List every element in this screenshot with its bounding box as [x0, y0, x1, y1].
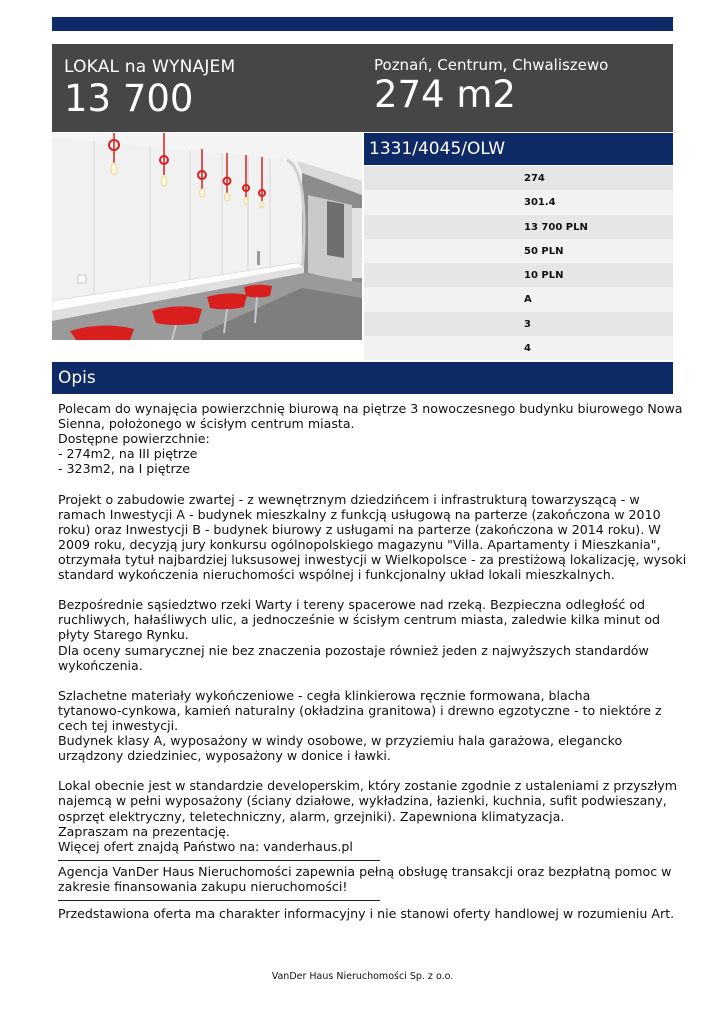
description-line: Budynek klasy A, wyposażony w windy osobowe, w przyziemiu hala garażowa, elegancko [58, 733, 623, 749]
param-value: 3 [524, 318, 531, 330]
description-line: Zapraszam na prezentację. [58, 823, 230, 839]
description-line: otrzymała tytuł najbardziej luksusowej inwestycji w Wielkopolsce - za prestiżową lokalizację, wysoki [58, 551, 687, 567]
description-line: standard wykończenia nieruchomości wspólnej i funkcjonalny układ lokali mieszkalnych. [58, 567, 615, 583]
offer-price: 13 700 [64, 77, 194, 120]
param-row [364, 312, 673, 336]
description-line: cech tej inwestycji. [58, 717, 179, 733]
separator-rule [58, 860, 380, 861]
offer-area: 274 m2 [374, 73, 516, 116]
paragraph-gap [58, 476, 670, 491]
offer-id: 1331/4045/OLW [369, 139, 506, 159]
param-value: 274 [524, 173, 545, 184]
section-title: Opis [58, 368, 96, 388]
description-line: ramach Inwestycji A - budynek mieszkalny z funkcją usługową na parterze (zakończona w 2010 [58, 506, 661, 522]
description-line: Agencja VanDer Haus Nieruchomości zapewnia pełną obsługę transakcji oraz bezpłatną pomoc w [58, 863, 672, 879]
description-line: najemcą w pełni wyposażony (ściany działowe, wykładzina, łazienki, kuchnia, sufit podwieszany, [58, 793, 667, 809]
description-section-header [52, 362, 673, 394]
footer-company-name: VanDer Haus Nieruchomości Sp. z o.o. [271, 971, 454, 982]
param-value: 301.4 [524, 197, 556, 209]
paragraph-gap [58, 673, 670, 688]
description-line: urządzony dziedziniec, wyposażony w donice i ławki. [58, 748, 391, 764]
description-line: Dostępne powierzchnie: [58, 431, 210, 447]
description-line: Sienna, położonego w ścisłym centrum miasta. [58, 416, 355, 432]
param-row [364, 287, 673, 311]
description-line: Więcej ofert znajdą Państwo na: vanderhaus.pl [58, 838, 353, 854]
param-row [364, 263, 673, 287]
description-line: zakresie finansowania zakupu nieruchomości! [58, 878, 348, 894]
description-line: 2009 roku, decyzją jury konkursu ogólnopolskiego magazynu "Villa. Apartamenty i Mieszkania", [58, 536, 661, 552]
description-line: płyty Starego Rynku. [58, 627, 189, 643]
description-line: Przedstawiona oferta ma charakter informacyjny i nie stanowi oferty handlowej w rozumieniu Art. [58, 906, 675, 921]
offer-location: Poznań, Centrum, Chwaliszewo [374, 56, 609, 74]
description-line: Bezpośrednie sąsiedztwo rzeki Warty i tereny spacerowe nad rzeką. Bezpieczna odległość od [58, 597, 646, 613]
param-row [364, 336, 673, 360]
param-row [364, 239, 673, 263]
description-line: roku) oraz Inwestycji B - budynek biurowy z usługami na parterze (zakończona w 2014 roku). W [58, 521, 661, 537]
param-row [364, 215, 673, 239]
separator-rule [58, 900, 380, 901]
description-line: - 274m2, na III piętrze [58, 446, 198, 462]
description-line: Szlachetne materiały wykończeniowe - cegła klinkierowa ręcznie formowana, blacha [58, 687, 591, 703]
office-kitchen-photo-graphic [52, 133, 362, 340]
param-value: 10 PLN [524, 270, 564, 282]
offer-type-label: LOKAL na WYNAJEM [64, 57, 236, 77]
description-line: osprzęt elektryczny, teletechniczny, alarm, grzejniki). Zapewniona klimatyzacja. [58, 808, 565, 824]
param-row [364, 190, 673, 214]
param-value: 50 PLN [524, 245, 564, 257]
description-body [58, 401, 687, 921]
offer-parameters-table [364, 166, 673, 360]
param-row [364, 166, 673, 190]
description-line: Projekt o zabudowie zwartej - z wewnętrznym dziedzińcem i infrastrukturą towarzyszącą - w [58, 491, 640, 507]
paragraph-gap [58, 582, 670, 597]
description-line: Polecam do wynajęcia powierzchnię biurową na piętrze 3 nowoczesnego budynku biurowego Nowa [58, 401, 683, 416]
description-line: - 323m2, na I piętrze [58, 461, 191, 477]
description-line: Lokal obecnie jest w standardzie developerskim, który zostanie zgodnie z ustaleniami z przyszłym [58, 778, 678, 794]
param-value: 4 [524, 343, 531, 355]
offer-header [52, 44, 673, 132]
description-line: tytanowo-cynkowa, kamień naturalny (okładzina granitowa) i drewno egzotyczne - to niektóre z [58, 702, 662, 718]
top-accent-bar [52, 17, 673, 31]
office-kitchen-photo [52, 133, 362, 340]
description-line: wykończenia. [58, 657, 143, 673]
description-line: Dla oceny sumarycznej nie bez znaczenia pozostaje również jeden z najwyższych standardów [58, 642, 649, 658]
description-line: ruchliwych, hałaśliwych ulic, a jednocześnie w ścisłym centrum miasta, zaledwie kilka minut od [58, 612, 661, 628]
paragraph-gap [58, 763, 670, 778]
offer-id-bar [364, 133, 673, 165]
param-value: 13 700 PLN [524, 221, 588, 233]
param-value: A [524, 294, 532, 306]
